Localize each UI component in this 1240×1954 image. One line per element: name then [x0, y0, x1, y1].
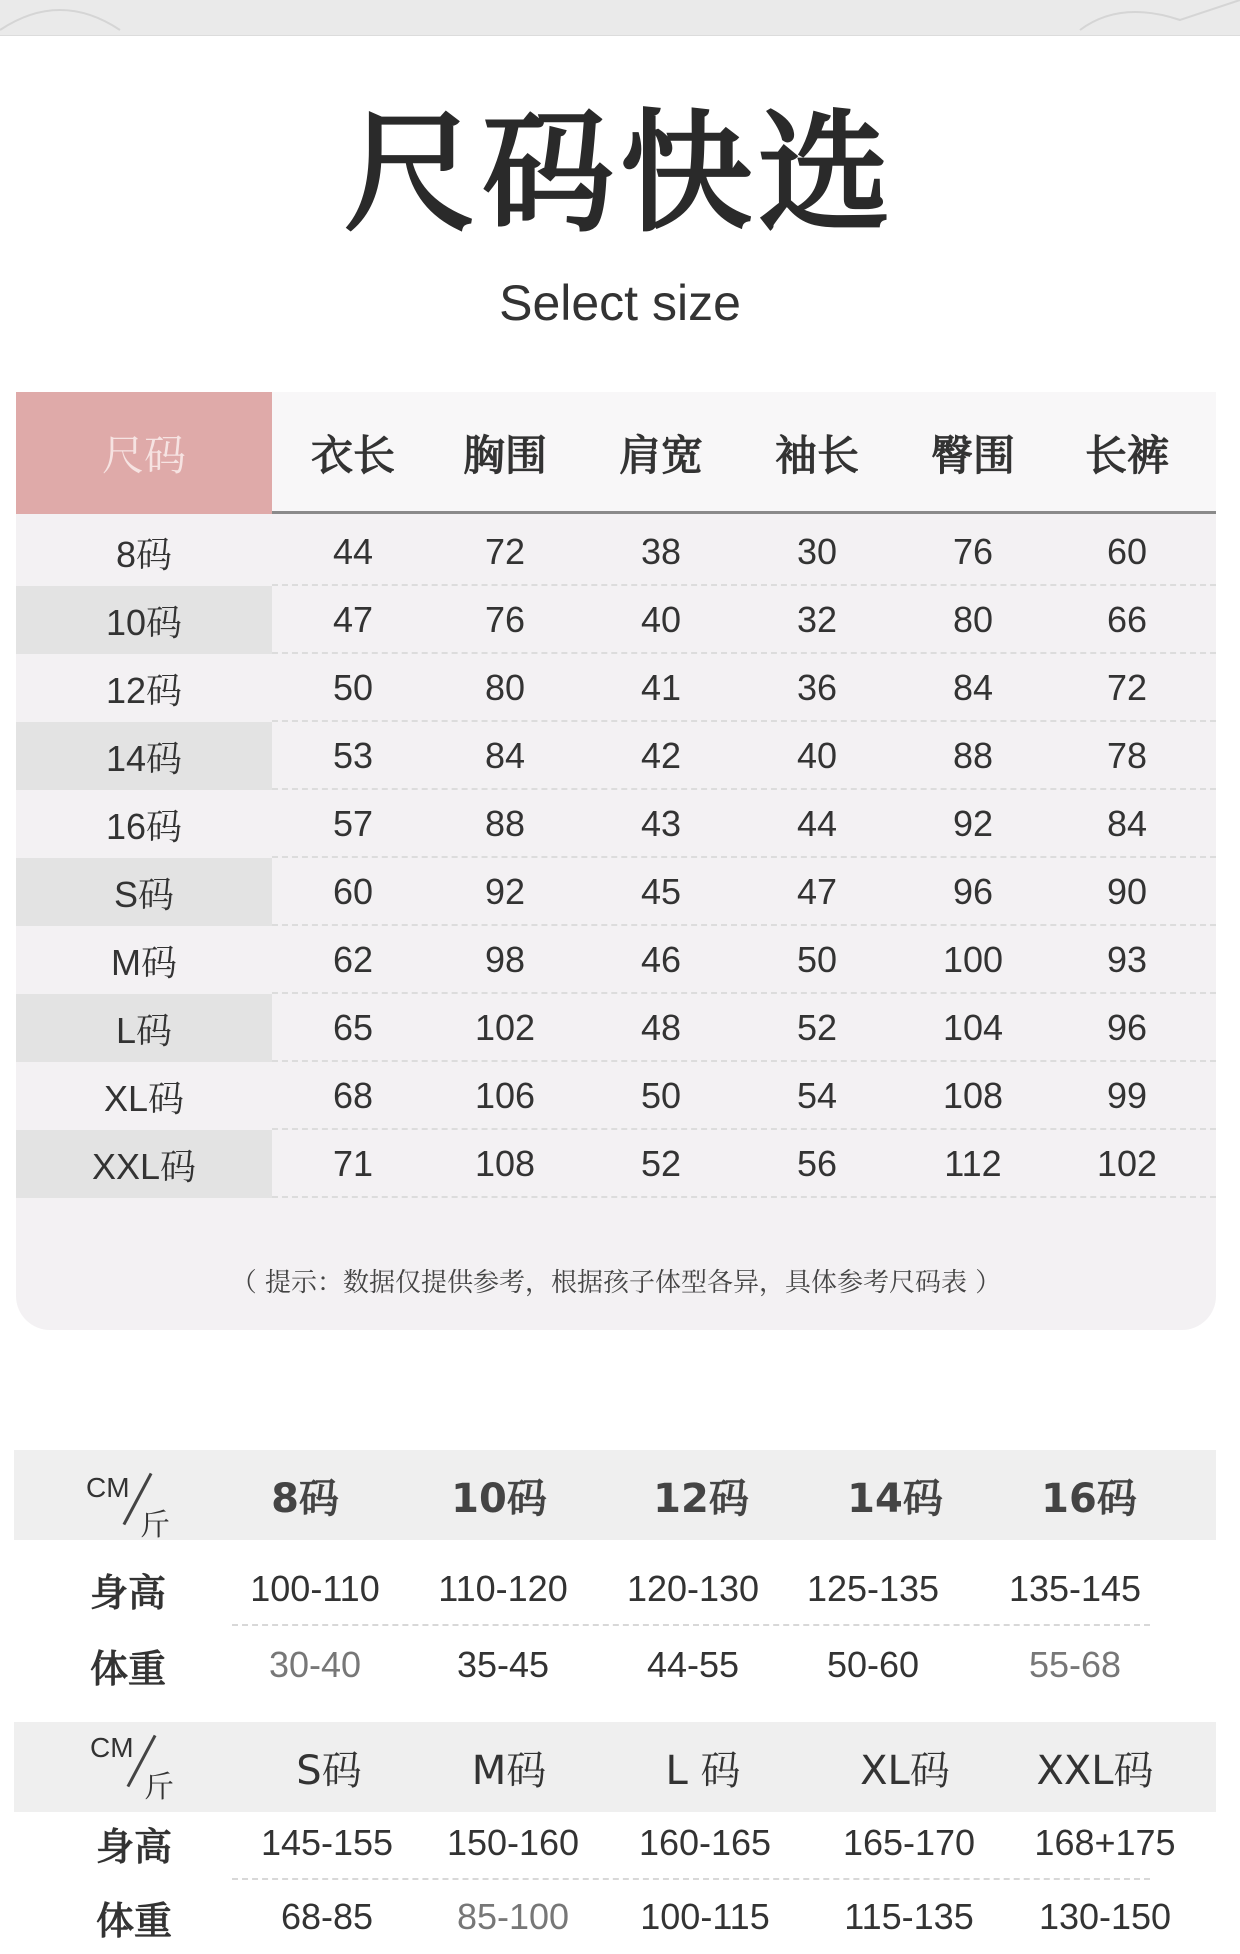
measurement-cell: 50	[796, 939, 838, 980]
size-label: S码	[296, 1747, 362, 1794]
weight-label: 体重	[90, 1646, 167, 1691]
fit-table-1-header	[14, 1450, 1216, 1543]
measurement-cell: 72	[1106, 667, 1148, 708]
height-value: 145-155	[260, 1822, 394, 1863]
floral-decoration	[0, 0, 1240, 36]
measurement-cell: 102	[1096, 1143, 1158, 1184]
weight-value: 50-60	[826, 1644, 920, 1685]
size-label: XXL码	[1036, 1747, 1154, 1794]
measurement-cell: 41	[640, 667, 682, 708]
measurement-cell: 76	[952, 531, 994, 572]
size-label: 16码	[1041, 1475, 1137, 1522]
measurement-cell: 92	[952, 803, 994, 844]
size-cell: 10码	[16, 586, 272, 654]
size-cell: L码	[16, 994, 272, 1062]
measurement-cell: 47	[332, 599, 374, 640]
measurement-cell: 54	[796, 1075, 838, 1116]
measurement-cell: 62	[332, 939, 374, 980]
weight-label: 体重	[96, 1898, 173, 1943]
measurement-cell: 46	[640, 939, 682, 980]
measurement-cell: 80	[484, 667, 526, 708]
measurement-cell: 90	[1106, 871, 1148, 912]
measurement-cell: 57	[332, 803, 374, 844]
measurement-cell: 71	[332, 1143, 374, 1184]
size-chart-card	[16, 392, 1216, 1330]
weight-value: 30-40	[268, 1644, 362, 1685]
page-subtitle: Select size	[499, 275, 741, 331]
measurement-cell: 30	[796, 531, 838, 572]
table-row	[16, 586, 1216, 654]
measurement-cell: 92	[484, 871, 526, 912]
size-label: XL码	[860, 1747, 950, 1794]
column-header-size: 尺码	[16, 392, 272, 514]
size-label: 10码	[451, 1475, 547, 1522]
size-chart-header	[16, 392, 1216, 514]
weight-value: 68-85	[280, 1896, 374, 1937]
height-label: 身高	[90, 1570, 167, 1615]
size-cell: XXL码	[16, 1130, 272, 1198]
measurement-cell: 84	[484, 735, 526, 776]
measurement-cell: 100	[942, 939, 1004, 980]
measurement-cell: 68	[332, 1075, 374, 1116]
measurement-cell: 96	[952, 871, 994, 912]
size-cell: S码	[16, 858, 272, 926]
column-header-pants: 长裤	[1084, 431, 1169, 480]
measurement-cell: 108	[474, 1143, 536, 1184]
unit-cm-label: CM	[90, 1732, 134, 1763]
size-label: 14码	[847, 1475, 943, 1522]
measurement-cell: 60	[1106, 531, 1148, 572]
measurement-cell: 106	[474, 1075, 536, 1116]
measurement-cell: 84	[952, 667, 994, 708]
measurement-cell: 98	[484, 939, 526, 980]
measurement-cell: 44	[332, 531, 374, 572]
table-row	[16, 926, 1216, 994]
table-row	[16, 1130, 1216, 1198]
table-row	[16, 722, 1216, 790]
table-row	[16, 994, 1216, 1062]
measurement-cell: 44	[796, 803, 838, 844]
size-label: 8码	[271, 1475, 339, 1522]
measurement-cell: 50	[332, 667, 374, 708]
measurement-cell: 112	[944, 1143, 1002, 1184]
size-cell: 8码	[115, 533, 173, 575]
size-label: 12码	[653, 1475, 749, 1522]
measurement-cell: 52	[796, 1007, 838, 1048]
measurement-cell: 93	[1106, 939, 1148, 980]
weight-value: 130-150	[1038, 1896, 1172, 1937]
unit-jin-label: 斤	[144, 1770, 174, 1805]
measurement-cell: 53	[332, 735, 374, 776]
column-header-shoulder: 肩宽	[618, 431, 703, 480]
size-cell: 16码	[105, 805, 183, 847]
measurement-cell: 88	[484, 803, 526, 844]
weight-value: 85-100	[456, 1896, 570, 1937]
size-cell: M码	[111, 941, 177, 983]
measurement-cell: 52	[640, 1143, 682, 1184]
fit-table-2-header	[14, 1722, 1216, 1812]
measurement-cell: 47	[796, 871, 838, 912]
measurement-cell: 99	[1106, 1075, 1148, 1116]
weight-value: 115-135	[844, 1896, 974, 1937]
table-row	[16, 518, 1216, 586]
measurement-cell: 40	[640, 599, 682, 640]
measurement-cell: 78	[1106, 735, 1148, 776]
measurement-cell: 104	[942, 1007, 1004, 1048]
fit-table-2-height-row	[14, 1806, 1216, 1880]
height-value: 110-120	[438, 1568, 568, 1609]
height-value: 168+175	[1034, 1822, 1176, 1863]
table-row	[16, 790, 1216, 858]
column-header-hip: 臀围	[930, 431, 1015, 480]
measurement-cell: 40	[796, 735, 838, 776]
measurement-cell: 50	[640, 1075, 682, 1116]
column-header-chest: 胸围	[462, 431, 547, 480]
measurement-cell: 65	[332, 1007, 374, 1048]
measurement-cell: 84	[1106, 803, 1148, 844]
weight-value: 44-55	[646, 1644, 740, 1685]
height-value: 150-160	[446, 1822, 580, 1863]
measurement-cell: 88	[952, 735, 994, 776]
height-label: 身高	[96, 1824, 173, 1869]
page-title: 尺码快选	[344, 97, 896, 251]
fit-table-1-height-row	[14, 1552, 1216, 1626]
size-cell: XL码	[103, 1077, 185, 1119]
unit-jin-label: 斤	[140, 1508, 170, 1543]
height-value: 135-145	[1008, 1568, 1142, 1609]
size-cell: 14码	[16, 722, 272, 790]
table-row	[16, 1062, 1216, 1130]
measurement-cell: 60	[332, 871, 374, 912]
measurement-cell: 72	[484, 531, 526, 572]
measurement-cell: 36	[796, 667, 838, 708]
measurement-cell: 42	[640, 735, 682, 776]
measurement-cell: 96	[1106, 1007, 1148, 1048]
measurement-cell: 43	[640, 803, 682, 844]
measurement-cell: 80	[952, 599, 994, 640]
weight-value: 55-68	[1028, 1644, 1122, 1685]
measurement-cell: 108	[942, 1075, 1004, 1116]
fit-table-2-weight-row	[14, 1880, 1216, 1954]
measurement-cell: 32	[796, 599, 838, 640]
measurement-cell: 38	[640, 531, 682, 572]
weight-value: 100-115	[640, 1896, 770, 1937]
size-cell: 12码	[105, 669, 183, 711]
fit-table-1-weight-row	[14, 1628, 1216, 1702]
table-row	[16, 654, 1216, 722]
unit-cm-label: CM	[86, 1472, 130, 1503]
measurement-cell: 102	[474, 1007, 536, 1048]
column-header-sleeve: 袖长	[774, 431, 859, 480]
measurement-cell: 56	[796, 1143, 838, 1184]
height-value: 120-130	[626, 1568, 760, 1609]
height-value: 160-165	[638, 1822, 772, 1863]
row-divider	[272, 1196, 1216, 1198]
table-row	[16, 858, 1216, 926]
measurement-cell: 48	[640, 1007, 682, 1048]
measurement-cell: 76	[484, 599, 526, 640]
height-value: 100-110	[250, 1568, 380, 1609]
measurement-cell: 66	[1106, 599, 1148, 640]
measurement-cell: 45	[640, 871, 682, 912]
row-divider	[232, 1624, 1150, 1626]
size-label: L 码	[665, 1747, 741, 1794]
size-chart-note: （ 提示：数据仅提供参考，根据孩子体型各异，具体参考尺码表 ）	[230, 1268, 1002, 1298]
top-decoration-strip	[0, 0, 1240, 36]
height-value: 125-135	[806, 1568, 940, 1609]
column-header-length: 衣长	[310, 431, 395, 480]
height-value: 165-170	[842, 1822, 976, 1863]
weight-value: 35-45	[456, 1644, 550, 1685]
size-label: M码	[471, 1747, 547, 1794]
